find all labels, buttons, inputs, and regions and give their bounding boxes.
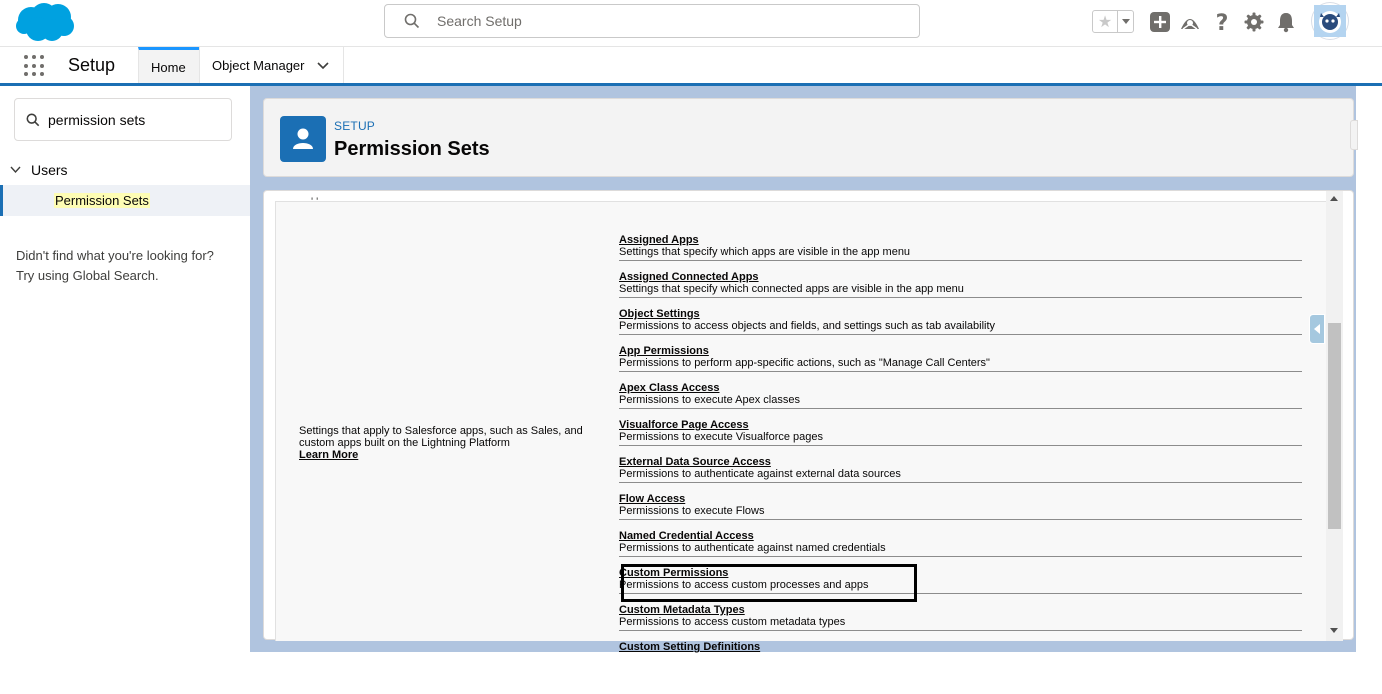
list-item [619, 483, 1302, 520]
page-eyebrow: SETUP [334, 119, 376, 133]
chevron-left-icon [1313, 324, 1321, 334]
section-description [299, 425, 609, 461]
item-description: Permissions to access objects and fields, and settings such as tab availability [619, 320, 996, 332]
global-search[interactable] [384, 4, 920, 38]
tree-leaf-label[interactable]: Permission Sets [55, 193, 149, 208]
page-title: Permission Sets [334, 138, 490, 160]
global-search-input[interactable] [437, 13, 897, 29]
list-item [619, 409, 1302, 446]
item-description: Permissions to authenticate against named credentials [619, 542, 886, 554]
content-frame [263, 190, 1354, 653]
bell-icon[interactable] [1274, 10, 1298, 34]
list-item [619, 520, 1302, 557]
search-icon [404, 13, 420, 29]
object-settings-link[interactable]: Object Settings [619, 308, 700, 320]
clipped-text: ' ' [311, 196, 319, 208]
tree-node-label: Users [31, 162, 68, 178]
custom-permissions-link[interactable]: Custom Permissions [619, 567, 729, 579]
assigned-connected-apps-link[interactable]: Assigned Connected Apps [619, 271, 759, 283]
list-item [619, 261, 1302, 298]
avatar[interactable] [1312, 3, 1348, 39]
external-data-source-access-link[interactable]: External Data Source Access [619, 456, 771, 468]
not-found-line-1: Didn't find what you're looking for? [16, 248, 214, 263]
custom-setting-definitions-link[interactable]: Custom Setting Definitions [619, 641, 761, 653]
assigned-apps-link[interactable]: Assigned Apps [619, 234, 699, 246]
app-settings-section [275, 196, 1327, 653]
list-item [619, 298, 1302, 335]
favorites-group[interactable] [1092, 10, 1134, 33]
quick-find-input[interactable] [48, 112, 228, 128]
item-description: Permissions to access custom metadata types [619, 616, 846, 628]
list-item [619, 631, 1302, 668]
astro-avatar-icon [1314, 5, 1346, 37]
item-description: Permissions to perform app-specific actions, such as "Manage Call Centers" [619, 357, 990, 369]
apex-class-access-link[interactable]: Apex Class Access [619, 382, 720, 394]
item-description: Settings that specify which connected apps are visible in the app menu [619, 283, 964, 295]
tab-object-manager[interactable] [199, 47, 344, 84]
item-description: Permissions to authenticate against external data sources [619, 468, 901, 480]
list-item [619, 372, 1302, 409]
star-icon[interactable]: ★ [1097, 13, 1113, 31]
list-item [619, 335, 1302, 372]
tab-home[interactable] [138, 47, 199, 84]
setup-sidebar [0, 86, 250, 694]
quick-find[interactable] [14, 98, 232, 141]
app-launcher-icon[interactable] [24, 55, 46, 77]
vertical-scrollbar[interactable] [1326, 191, 1343, 641]
scroll-down-arrow-icon[interactable] [1330, 628, 1338, 633]
global-header [0, 0, 1382, 46]
item-description: Permissions to execute Flows [619, 505, 765, 517]
context-bar [0, 46, 1382, 84]
user-icon [280, 116, 326, 162]
scrollbar-thumb[interactable] [1328, 323, 1341, 529]
salesforce-logo-icon[interactable] [14, 2, 76, 42]
page-header [263, 98, 1354, 177]
list-item [619, 224, 1302, 261]
chevron-down-icon[interactable] [10, 166, 21, 174]
chevron-down-icon[interactable] [317, 62, 329, 70]
favorites-dropdown-button[interactable] [1117, 11, 1133, 32]
item-description: Permissions to execute Visualforce pages [619, 431, 824, 443]
visualforce-page-access-link[interactable]: Visualforce Page Access [619, 419, 749, 431]
caret-down-icon [1122, 19, 1130, 25]
named-credential-access-link[interactable]: Named Credential Access [619, 530, 754, 542]
tab-object-manager-label: Object Manager [212, 58, 305, 73]
help-icon[interactable] [1210, 10, 1234, 34]
learn-more-link[interactable]: Learn More [299, 449, 359, 461]
tree-leaf-permission-sets[interactable] [0, 185, 250, 216]
app-name: Setup [68, 55, 116, 75]
tab-home-label: Home [151, 59, 186, 75]
scroll-up-arrow-icon[interactable] [1330, 196, 1338, 201]
tree-node-users[interactable] [10, 162, 68, 178]
svg-text:?: ? [1215, 11, 1229, 36]
annotation-highlight-box [621, 564, 917, 602]
custom-metadata-types-link[interactable]: Custom Metadata Types [619, 604, 745, 616]
gear-icon[interactable] [1242, 10, 1266, 34]
app-permissions-link[interactable]: App Permissions [619, 345, 709, 357]
search-icon [26, 113, 40, 127]
section-description-text: Settings that apply to Salesforce apps, such as Sales, and custom apps built on the Lightning Platform [299, 425, 583, 449]
item-description: Permissions to access custom processes and apps [619, 579, 869, 591]
item-description: Permissions to execute Apex classes [619, 394, 800, 406]
list-item [619, 446, 1302, 483]
side-panel-toggle[interactable] [1309, 314, 1325, 344]
not-found-line-2: Try using Global Search. [16, 268, 159, 283]
add-icon[interactable] [1148, 10, 1172, 34]
trailhead-icon[interactable] [1178, 10, 1202, 34]
not-found-message [16, 246, 214, 286]
panel-edge-handle[interactable] [1350, 120, 1358, 150]
item-description: Settings that specify which apps are visible in the app menu [619, 246, 911, 258]
flow-access-link[interactable]: Flow Access [619, 493, 686, 505]
